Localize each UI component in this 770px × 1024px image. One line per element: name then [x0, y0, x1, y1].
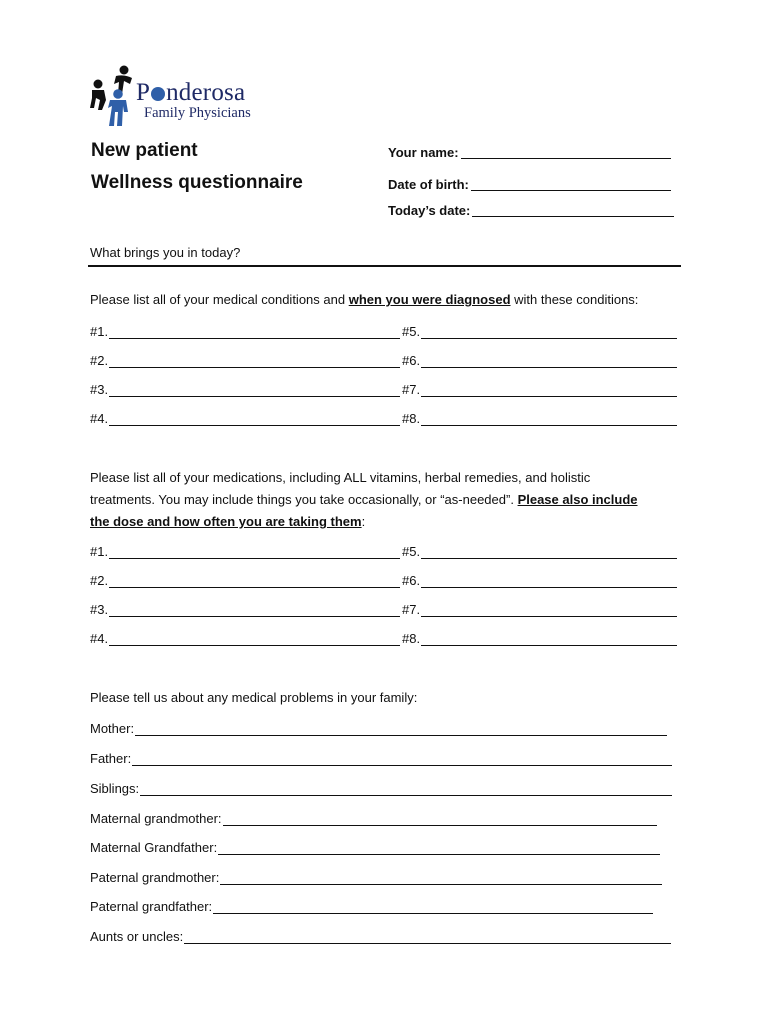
patient-name-label: Your name: [388, 145, 459, 160]
family-line-aunts-uncles[interactable] [184, 932, 671, 944]
medication-line-6[interactable] [421, 576, 677, 588]
condition-line-6[interactable] [421, 356, 677, 368]
condition-line-3[interactable] [109, 385, 400, 397]
family-line-maternal-grandmother[interactable] [223, 814, 657, 826]
family-label-paternal-grandfather: Paternal grandfather: [90, 899, 213, 914]
section-divider [88, 265, 681, 267]
medications-prompt [90, 467, 680, 533]
condition-label-2: #2. [90, 353, 109, 368]
condition-entry-2[interactable] [90, 353, 400, 368]
conditions-row-3 [90, 382, 678, 398]
practice-logo [88, 64, 278, 130]
conditions-prompt-post: with these conditions: [510, 292, 639, 307]
medications-row-1 [90, 544, 678, 560]
medication-label-6: #6. [402, 573, 421, 588]
family-field-maternal-grandfather[interactable] [90, 839, 660, 855]
medication-line-3[interactable] [109, 605, 400, 617]
medication-entry-8[interactable] [402, 631, 677, 646]
logo-name-rest: nderosa [166, 79, 246, 106]
dob-field[interactable] [388, 177, 671, 191]
todays-date-line[interactable] [472, 203, 674, 217]
condition-line-2[interactable] [109, 356, 400, 368]
medication-label-8: #8. [402, 631, 421, 646]
medications-prompt-line3 [90, 511, 680, 533]
medication-label-4: #4. [90, 631, 109, 646]
family-label-siblings: Siblings: [90, 781, 140, 796]
medication-label-1: #1. [90, 544, 109, 559]
medication-label-5: #5. [402, 544, 421, 559]
family-label-paternal-grandmother: Paternal grandmother: [90, 870, 220, 885]
dob-label: Date of birth: [388, 177, 469, 192]
medications-prompt-line2-pre: treatments. You may include things you take occasionally, or “as-needed”. [90, 492, 518, 507]
conditions-row-2 [90, 353, 678, 369]
form-title-line2: Wellness questionnaire [91, 172, 303, 193]
medication-line-7[interactable] [421, 605, 677, 617]
dob-line[interactable] [471, 177, 671, 191]
condition-entry-5[interactable] [402, 324, 677, 339]
family-field-aunts-uncles[interactable] [90, 928, 671, 944]
conditions-prompt-pre: Please list all of your medical conditions and [90, 292, 349, 307]
medication-entry-3[interactable] [90, 602, 400, 617]
medication-entry-2[interactable] [90, 573, 400, 588]
conditions-prompt-emphasis: when you were diagnosed [348, 292, 511, 307]
medications-prompt-line2 [90, 489, 680, 511]
family-line-paternal-grandfather[interactable] [213, 902, 653, 914]
condition-entry-8[interactable] [402, 411, 677, 426]
family-field-paternal-grandfather[interactable] [90, 898, 653, 914]
condition-label-4: #4. [90, 411, 109, 426]
medication-label-7: #7. [402, 602, 421, 617]
condition-label-7: #7. [402, 382, 421, 397]
condition-entry-1[interactable] [90, 324, 400, 339]
visit-reason-prompt: What brings you in today? [90, 245, 241, 260]
medication-entry-6[interactable] [402, 573, 677, 588]
medication-line-4[interactable] [109, 634, 400, 646]
condition-line-7[interactable] [421, 385, 677, 397]
conditions-row-1 [90, 324, 678, 340]
medication-label-3: #3. [90, 602, 109, 617]
patient-name-field[interactable] [388, 145, 671, 159]
condition-entry-7[interactable] [402, 382, 677, 397]
medication-line-8[interactable] [421, 634, 677, 646]
conditions-prompt [90, 293, 638, 306]
condition-entry-6[interactable] [402, 353, 677, 368]
patient-name-line[interactable] [461, 145, 671, 159]
condition-label-5: #5. [402, 324, 421, 339]
medication-label-2: #2. [90, 573, 109, 588]
condition-line-5[interactable] [421, 327, 677, 339]
family-line-father[interactable] [132, 754, 672, 766]
medication-entry-1[interactable] [90, 544, 400, 559]
conditions-row-4 [90, 411, 678, 427]
todays-date-label: Today’s date: [388, 203, 471, 218]
condition-entry-3[interactable] [90, 382, 400, 397]
family-figures-icon [88, 64, 138, 130]
medications-row-3 [90, 602, 678, 618]
family-line-maternal-grandfather[interactable] [218, 843, 660, 855]
family-field-mother[interactable] [90, 720, 667, 736]
condition-line-8[interactable] [421, 414, 677, 426]
family-label-maternal-grandfather: Maternal Grandfather: [90, 840, 218, 855]
family-field-maternal-grandmother[interactable] [90, 810, 657, 826]
medications-prompt-line2-emphasis: Please also include [517, 492, 638, 507]
family-label-mother: Mother: [90, 721, 135, 736]
medications-prompt-line3-post: : [361, 514, 366, 529]
condition-line-1[interactable] [109, 327, 400, 339]
condition-label-8: #8. [402, 411, 421, 426]
condition-entry-4[interactable] [90, 411, 400, 426]
family-label-father: Father: [90, 751, 132, 766]
medication-entry-5[interactable] [402, 544, 677, 559]
family-field-siblings[interactable] [90, 780, 672, 796]
medications-row-4 [90, 631, 678, 647]
condition-line-4[interactable] [109, 414, 400, 426]
medications-prompt-line3-emphasis: the dose and how often you are taking them [90, 514, 362, 529]
medication-entry-7[interactable] [402, 602, 677, 617]
family-line-mother[interactable] [135, 724, 667, 736]
todays-date-field[interactable] [388, 203, 674, 217]
condition-label-1: #1. [90, 324, 109, 339]
family-field-paternal-grandmother[interactable] [90, 869, 662, 885]
form-title-line1: New patient [91, 140, 198, 161]
family-label-maternal-grandmother: Maternal grandmother: [90, 811, 222, 826]
family-line-siblings[interactable] [140, 784, 672, 796]
family-history-prompt: Please tell us about any medical problems in your family: [90, 690, 418, 705]
medication-line-1[interactable] [109, 547, 400, 559]
medication-line-2[interactable] [109, 576, 400, 588]
condition-label-3: #3. [90, 382, 109, 397]
medication-entry-4[interactable] [90, 631, 400, 646]
medications-row-2 [90, 573, 678, 589]
logo-name: P nderosa [136, 79, 246, 106]
medication-line-5[interactable] [421, 547, 677, 559]
medications-prompt-line1: Please list all of your medications, including ALL vitamins, herbal remedies, and holistic [90, 470, 591, 485]
logo-dot-icon [151, 87, 165, 101]
family-label-aunts-uncles: Aunts or uncles: [90, 929, 184, 944]
family-field-father[interactable] [90, 750, 672, 766]
logo-subtitle: Family Physicians [144, 105, 251, 121]
family-line-paternal-grandmother[interactable] [220, 873, 662, 885]
condition-label-6: #6. [402, 353, 421, 368]
